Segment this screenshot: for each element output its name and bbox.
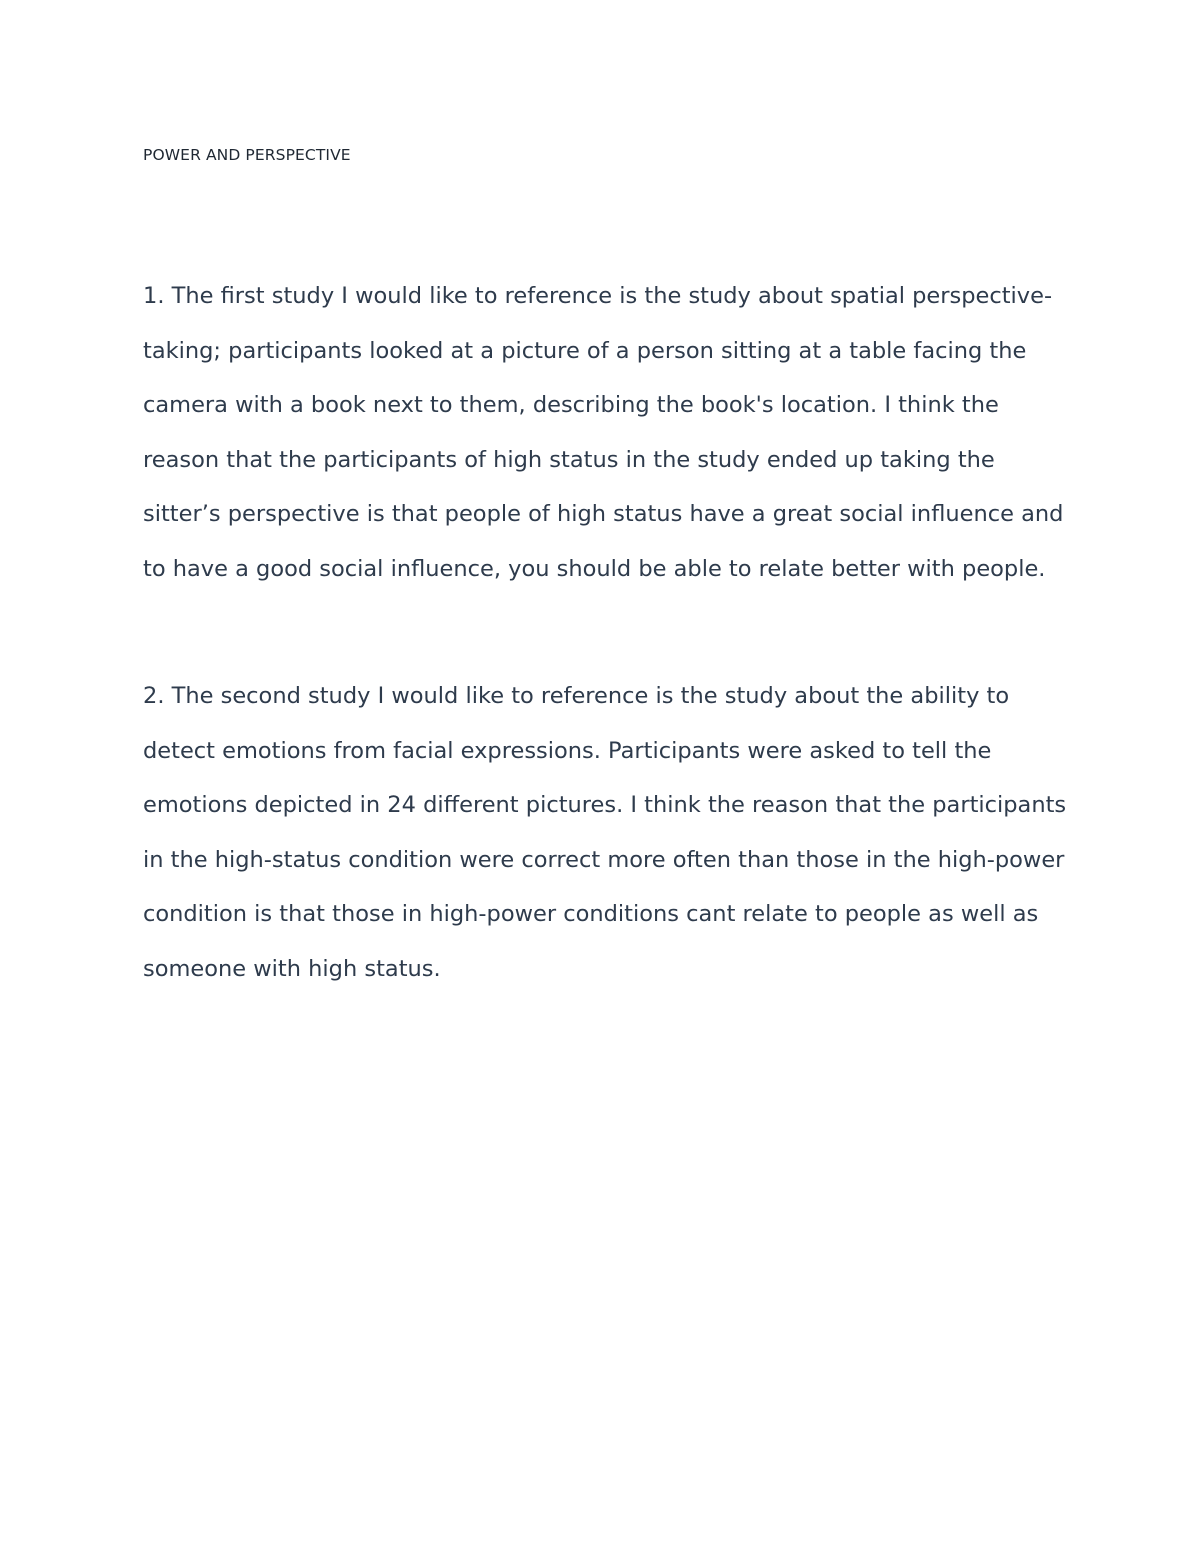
document-title: POWER AND PERSPECTIVE bbox=[143, 146, 351, 164]
paragraph-1: 1. The first study I would like to reference is the study about spatial perspective-taking; participants looked at a picture of a person sitting at a table facing the camera with a book next to them, describing the book's location. I think the reason that the participants of high status in the study ended up taking the sitter’s perspective is that people of high status have a great social influence and to have a good social influence, you should be able to relate better with people. bbox=[143, 283, 1064, 582]
paragraph-2: 2. The second study I would like to reference is the study about the ability to detect emotions from facial expressions. Participants were asked to tell the emotions depicted in 24 different pictures. I think the reason that the participants in the high-status condition were correct more often than those in the high-power condition is that those in high-power conditions cant relate to people as well as someone with high status. bbox=[143, 683, 1067, 982]
